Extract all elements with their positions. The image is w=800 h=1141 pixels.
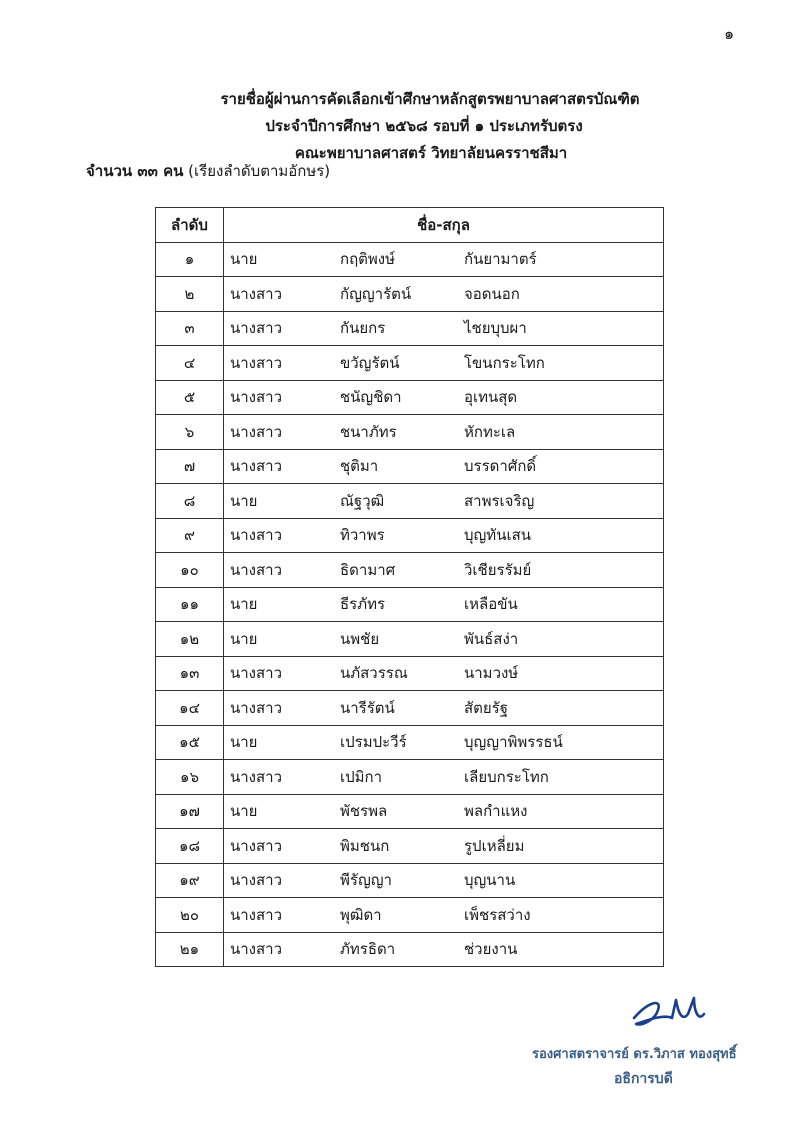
row-first-name: นารีรัตน์: [340, 698, 395, 717]
table-row: [156, 346, 664, 381]
row-name: [224, 484, 664, 519]
page-number: ๑: [724, 24, 735, 43]
row-number: ๗: [156, 449, 224, 484]
row-name: [224, 829, 664, 864]
row-first-name: ธิดามาศ: [340, 560, 396, 579]
row-title: นางสาว: [230, 560, 283, 579]
row-name: [224, 553, 664, 588]
table-row: [156, 484, 664, 519]
row-number: ๖: [156, 415, 224, 450]
row-last-name: บุญญาพิพรรธน์: [464, 733, 563, 752]
row-last-name: นามวงษ์: [464, 664, 519, 683]
row-first-name: กฤติพงษ์: [340, 250, 396, 269]
row-title: นางสาว: [230, 871, 283, 890]
table-row: [156, 794, 664, 829]
row-title: นางสาว: [230, 284, 283, 303]
row-name: [224, 622, 664, 657]
row-title: นาย: [230, 595, 258, 614]
row-first-name: ชุติมา: [340, 457, 379, 476]
row-name: [224, 794, 664, 829]
row-number: ๒๑: [156, 932, 224, 967]
row-first-name: นภัสวรรณ: [340, 664, 408, 683]
row-first-name: ขวัญรัตน์: [340, 353, 400, 372]
names-table: [155, 207, 664, 967]
row-title: นาย: [230, 733, 258, 752]
row-number: ๑: [156, 242, 224, 277]
row-last-name: เพ็ชรสว่าง: [464, 905, 531, 924]
table-row: [156, 553, 664, 588]
row-last-name: ช่วยงาน: [464, 940, 518, 959]
row-name: [224, 346, 664, 381]
row-title: นางสาว: [230, 767, 283, 786]
row-name: [224, 863, 664, 898]
header-no: ลำดับ: [156, 208, 224, 243]
row-first-name: ภัทรธิดา: [340, 940, 396, 959]
row-last-name: บุญทันเสน: [464, 526, 531, 545]
table-header-row: [156, 208, 664, 243]
row-first-name: พุฒิดา: [340, 905, 382, 924]
row-first-name: พัชรพล: [340, 802, 388, 821]
table-row: [156, 518, 664, 553]
row-number: ๔: [156, 346, 224, 381]
table-row: [156, 829, 664, 864]
row-number: ๒๐: [156, 898, 224, 933]
row-last-name: หักทะเล: [464, 422, 516, 441]
row-last-name: เหลือขัน: [464, 595, 518, 614]
row-title: นางสาว: [230, 422, 283, 441]
row-number: ๙: [156, 518, 224, 553]
row-name: [224, 380, 664, 415]
table-row: [156, 691, 664, 726]
row-first-name: ทิวาพร: [340, 526, 385, 545]
row-number: ๑๒: [156, 622, 224, 657]
table-row: [156, 725, 664, 760]
row-last-name: สัตยรัฐ: [464, 698, 509, 717]
row-number: ๑๑: [156, 587, 224, 622]
row-last-name: กันยามาตร์: [464, 250, 537, 269]
row-name: [224, 242, 664, 277]
table-row: [156, 760, 664, 795]
signature-mark: [628, 992, 708, 1038]
row-first-name: ณัฐวุฒิ: [340, 491, 385, 510]
table-row: [156, 449, 664, 484]
table-row: [156, 277, 664, 312]
row-number: ๓: [156, 311, 224, 346]
signer-position: อธิการบดี: [614, 1071, 673, 1087]
row-name: [224, 656, 664, 691]
row-number: ๘: [156, 484, 224, 519]
signer-name: รองศาสตราจารย์ ดร.วิภาส ทองสุทธิ์: [532, 1047, 737, 1062]
row-last-name: เลียบกระโทก: [464, 767, 549, 786]
row-title: นางสาว: [230, 698, 283, 717]
table-row: [156, 622, 664, 657]
row-number: ๒: [156, 277, 224, 312]
row-number: ๑๘: [156, 829, 224, 864]
row-first-name: เปมิกา: [340, 767, 383, 786]
row-title: นางสาว: [230, 388, 283, 407]
row-name: [224, 415, 664, 450]
table-row: [156, 311, 664, 346]
row-last-name: บุญนาน: [464, 871, 516, 890]
row-name: [224, 691, 664, 726]
table-row: [156, 242, 664, 277]
row-name: [224, 760, 664, 795]
row-title: นาย: [230, 250, 258, 269]
row-first-name: พีรัญญา: [340, 871, 392, 890]
row-title: นางสาว: [230, 457, 283, 476]
table-row: [156, 863, 664, 898]
row-number: ๑๙: [156, 863, 224, 898]
row-last-name: ไชยบุบผา: [464, 319, 527, 338]
table-body: [156, 242, 664, 967]
table-row: [156, 932, 664, 967]
row-first-name: เปรมปะวีร์: [340, 733, 407, 752]
title-line-2: ประจำปีการศึกษา ๒๕๖๘ รอบที่ ๑ ประเภทรับตรง: [265, 117, 583, 135]
row-name: [224, 725, 664, 760]
row-name: [224, 898, 664, 933]
row-number: ๑๗: [156, 794, 224, 829]
document-title: [0, 86, 800, 167]
table-row: [156, 898, 664, 933]
row-first-name: กัญญารัตน์: [340, 284, 412, 303]
row-last-name: วิเชียรรัมย์: [464, 560, 532, 579]
row-number: ๑๖: [156, 760, 224, 795]
row-last-name: บรรดาศักดิ์: [464, 457, 537, 476]
row-title: นางสาว: [230, 319, 283, 338]
row-number: ๑๔: [156, 691, 224, 726]
row-first-name: ธีรภัทร: [340, 595, 386, 614]
row-number: ๑๓: [156, 656, 224, 691]
row-name: [224, 311, 664, 346]
row-last-name: โขนกระโทก: [464, 353, 545, 372]
title-line-3: คณะพยาบาลศาสตร์ วิทยาลัยนครราชสีมา: [294, 144, 568, 162]
row-last-name: สาพรเจริญ: [464, 491, 535, 510]
row-first-name: นพชัย: [340, 629, 380, 648]
table-row: [156, 415, 664, 450]
row-number: ๕: [156, 380, 224, 415]
count-note: (เรียงลำดับตามอักษร): [188, 162, 331, 180]
row-title: นางสาว: [230, 664, 283, 683]
row-title: นาย: [230, 802, 258, 821]
row-title: นางสาว: [230, 353, 283, 372]
row-name: [224, 587, 664, 622]
row-last-name: อุเทนสุด: [464, 388, 518, 407]
table-row: [156, 380, 664, 415]
row-title: นาย: [230, 491, 258, 510]
row-title: นาย: [230, 629, 258, 648]
header-name: ชื่อ-สกุล: [224, 208, 664, 243]
row-first-name: ชนาภัทร: [340, 422, 397, 441]
row-first-name: ชนัญชิดา: [340, 388, 402, 407]
row-title: นางสาว: [230, 905, 283, 924]
row-name: [224, 277, 664, 312]
row-title: นางสาว: [230, 836, 283, 855]
row-name: [224, 449, 664, 484]
row-first-name: กันยกร: [340, 319, 386, 338]
title-line-1: รายชื่อผู้ผ่านการคัดเลือกเข้าศึกษาหลักสูตรพยาบาลศาสตรบัณฑิต: [220, 90, 640, 108]
count-label: จำนวน ๓๓ คน: [86, 162, 184, 180]
table-row: [156, 656, 664, 691]
row-title: นางสาว: [230, 940, 283, 959]
row-name: [224, 518, 664, 553]
row-first-name: พิมชนก: [340, 836, 390, 855]
row-last-name: พันธ์สง่า: [464, 629, 519, 648]
row-name: [224, 932, 664, 967]
row-last-name: รูปเหลี่ยม: [464, 836, 525, 855]
row-number: ๑๐: [156, 553, 224, 588]
row-title: นางสาว: [230, 526, 283, 545]
row-number: ๑๕: [156, 725, 224, 760]
count-line: [86, 158, 330, 185]
row-last-name: จอดนอก: [464, 284, 520, 303]
row-last-name: พลกำแหง: [464, 802, 528, 821]
table-row: [156, 587, 664, 622]
